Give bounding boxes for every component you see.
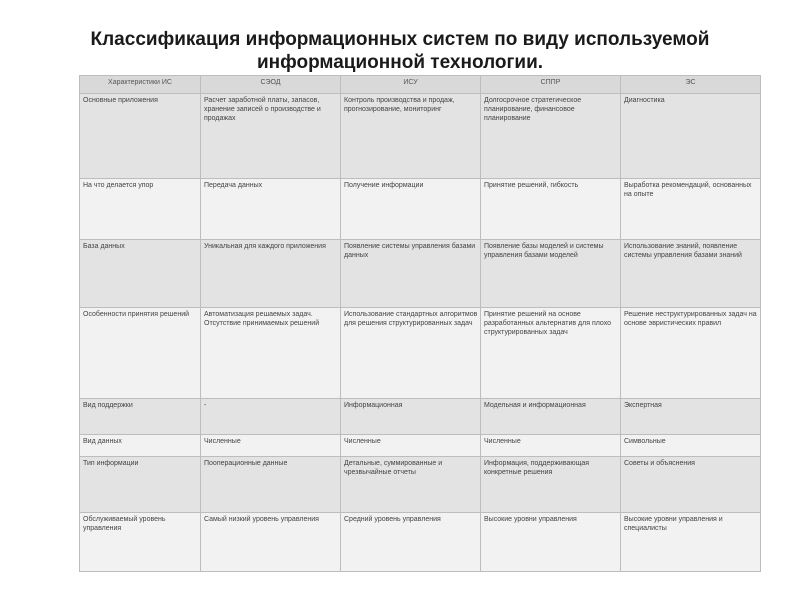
title-line-1: Классификация информационных систем по виду используемой bbox=[90, 29, 710, 50]
table-row bbox=[80, 94, 761, 179]
row-label: Тип информации bbox=[80, 457, 201, 513]
table-cell: Выработка рекомендаций, основанных на опыте bbox=[621, 179, 761, 240]
table-cell: Экспертная bbox=[621, 399, 761, 435]
table-cell: Высокие уровни управления bbox=[481, 513, 621, 572]
title-line-2: информационной технологии. bbox=[256, 52, 544, 73]
table-row bbox=[80, 435, 761, 457]
table-cell: Решение неструктурированных задач на основе эвристических правил bbox=[621, 308, 761, 399]
table-cell: Передача данных bbox=[201, 179, 341, 240]
table-cell: Контроль производства и продаж, прогнозирование, мониторинг bbox=[341, 94, 481, 179]
table-cell: Использование стандартных алгоритмов для решения структурированных задач bbox=[341, 308, 481, 399]
table-cell: Информация, поддерживающая конкретные решения bbox=[481, 457, 621, 513]
table-cell: Принятие решений, гибкость bbox=[481, 179, 621, 240]
column-header: СЭОД bbox=[201, 76, 341, 94]
table-cell: - bbox=[201, 399, 341, 435]
table-row bbox=[80, 399, 761, 435]
table-row bbox=[80, 179, 761, 240]
table-row bbox=[80, 240, 761, 308]
row-label: Особенности принятия решений bbox=[80, 308, 201, 399]
table-cell: Диагностика bbox=[621, 94, 761, 179]
table-cell: Использование знаний, появление системы управления базами знаний bbox=[621, 240, 761, 308]
table-row bbox=[80, 457, 761, 513]
column-header: СППР bbox=[481, 76, 621, 94]
table-row bbox=[80, 513, 761, 572]
table-row bbox=[80, 308, 761, 399]
table-cell: Советы и объяснения bbox=[621, 457, 761, 513]
row-label: Основные приложения bbox=[80, 94, 201, 179]
row-label: Обслуживаемый уровень управления bbox=[80, 513, 201, 572]
table-header-row bbox=[80, 76, 761, 94]
table-cell: Получение информации bbox=[341, 179, 481, 240]
row-label: Вид поддержки bbox=[80, 399, 201, 435]
column-header: Характеристики ИС bbox=[80, 76, 201, 94]
classification-table bbox=[79, 75, 761, 572]
table-cell: Расчет заработной платы, запасов, хранение записей о производстве и продажах bbox=[201, 94, 341, 179]
table-cell: Детальные, суммированные и чрезвычайные отчеты bbox=[341, 457, 481, 513]
table-cell: Автоматизация решаемых задач. Отсутствие принимаемых решений bbox=[201, 308, 341, 399]
table-cell: Самый низкий уровень управления bbox=[201, 513, 341, 572]
table-cell: Появление системы управления базами данных bbox=[341, 240, 481, 308]
table-cell: Модельная и информационная bbox=[481, 399, 621, 435]
column-header: ИСУ bbox=[341, 76, 481, 94]
table-cell: Численные bbox=[341, 435, 481, 457]
table-cell: Численные bbox=[201, 435, 341, 457]
table-cell: Пооперационные данные bbox=[201, 457, 341, 513]
row-label: На что делается упор bbox=[80, 179, 201, 240]
table-cell: Информационная bbox=[341, 399, 481, 435]
column-header: ЭС bbox=[621, 76, 761, 94]
page-title bbox=[0, 28, 800, 74]
table-cell: Средний уровень управления bbox=[341, 513, 481, 572]
table-cell: Принятие решений на основе разработанных альтернатив для плохо структурированных задач bbox=[481, 308, 621, 399]
row-label: База данных bbox=[80, 240, 201, 308]
table-cell: Появление базы моделей и системы управления базами моделей bbox=[481, 240, 621, 308]
table-cell: Высокие уровни управления и специалисты bbox=[621, 513, 761, 572]
row-label: Вид данных bbox=[80, 435, 201, 457]
table-cell: Долгосрочное стратегическое планирование, финансовое планирование bbox=[481, 94, 621, 179]
table-cell: Символьные bbox=[621, 435, 761, 457]
table-cell: Уникальная для каждого приложения bbox=[201, 240, 341, 308]
table-cell: Численные bbox=[481, 435, 621, 457]
